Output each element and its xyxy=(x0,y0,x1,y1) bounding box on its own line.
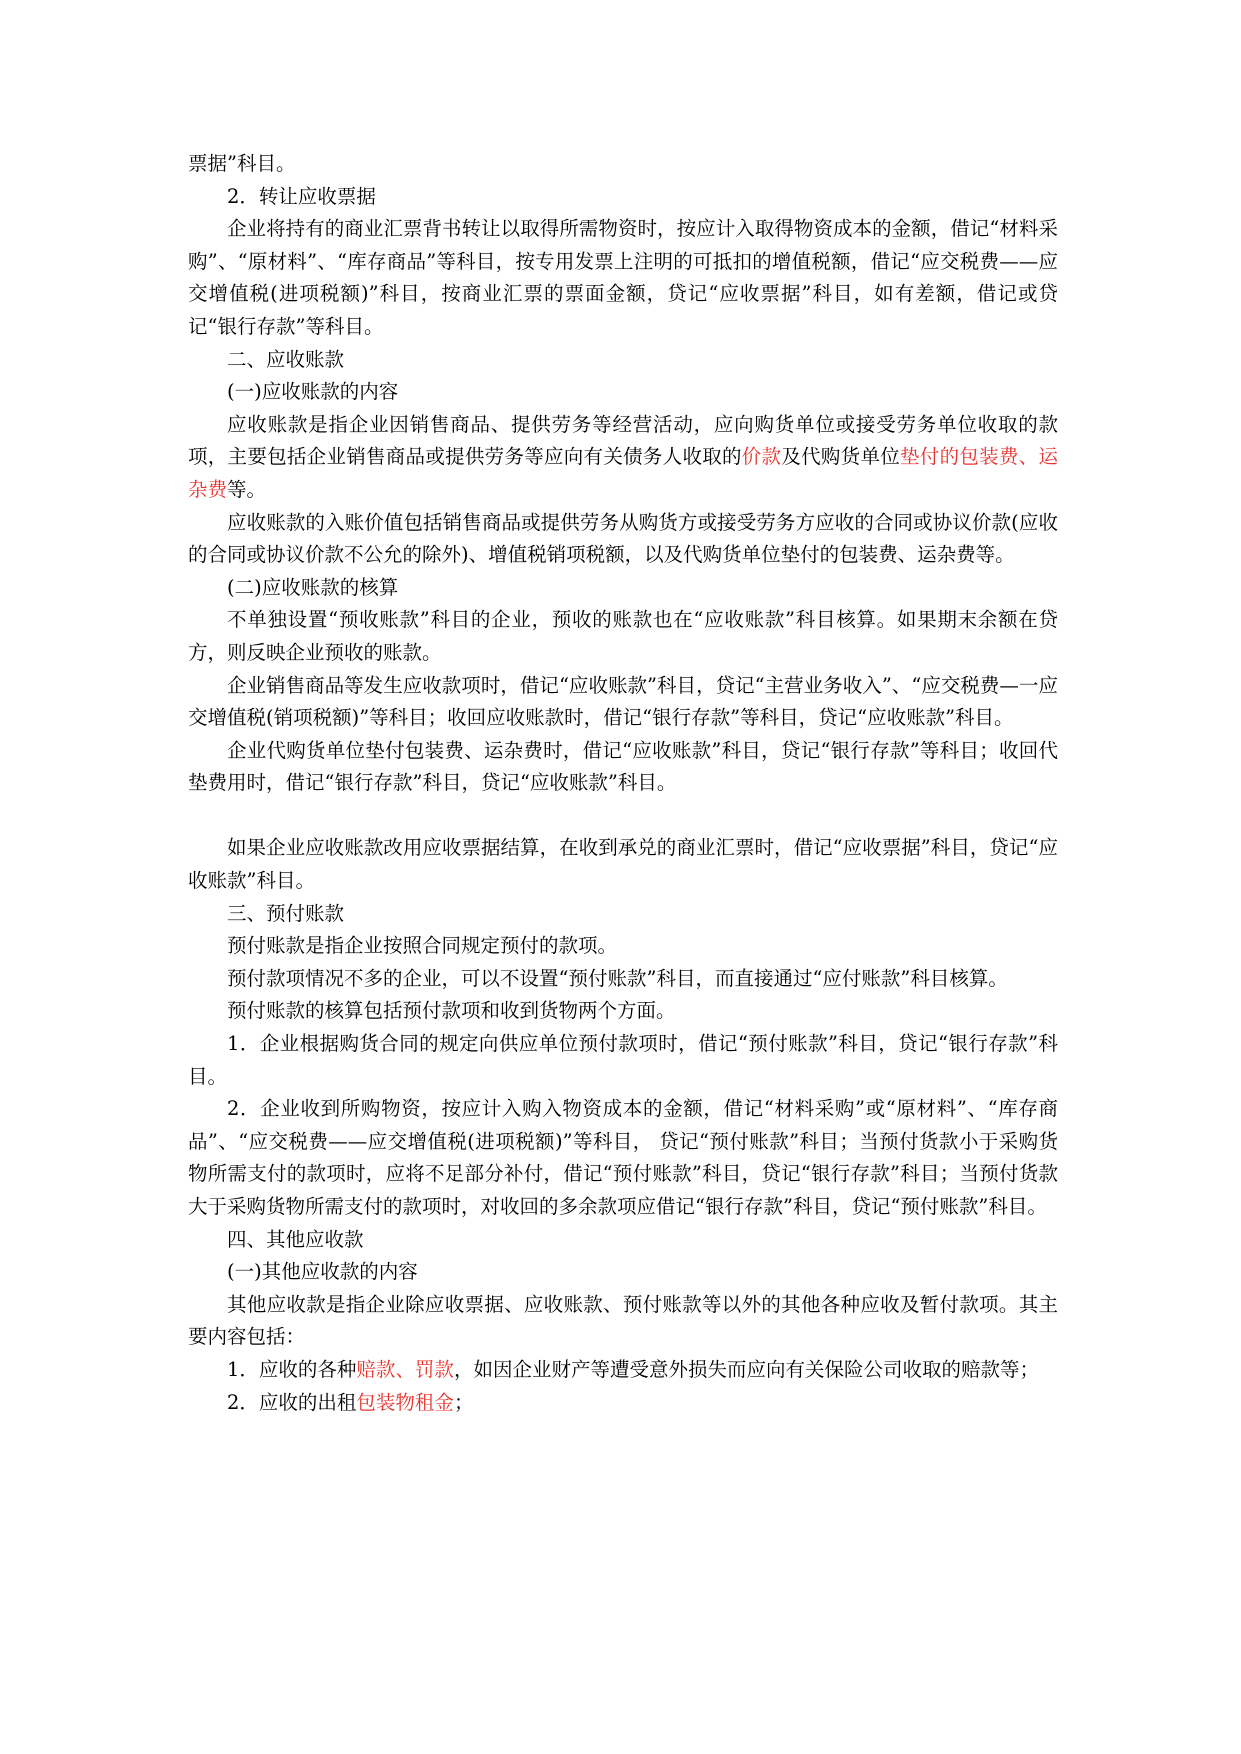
text-run: ，如因企业财产等遭受意外损失而应向有关保险公司收取的赔款等； xyxy=(453,1357,1039,1381)
subheading-ar-content: (一)应收账款的内容 xyxy=(227,380,399,404)
subheading-ar-accounting: (二)应收账款的核算 xyxy=(227,575,399,599)
paragraph-ar-sales: 企业销售商品等发生应收款项时，借记“应收账款”科目，贷记“主营业务收入”、“应交税费—一应交增值税(销项税额)”等科目；收回应收账款时，借记“银行存款”等科目，贷记“应收账款”科目。 xyxy=(188,673,1058,730)
text-run: 及代购货单位 xyxy=(781,445,901,469)
text-run: ； xyxy=(453,1390,474,1414)
document-page xyxy=(188,148,1058,1419)
paragraph-prepay-definition: 预付账款是指企业按照合同规定预付的款项。 xyxy=(227,934,618,958)
text-run: 等。 xyxy=(227,477,267,501)
list-item-compensation xyxy=(188,1354,1058,1387)
highlight-price: 价款 xyxy=(741,445,782,469)
paragraph-prepay-aspects: 预付账款的核算包括预付款项和收到货物两个方面。 xyxy=(227,999,676,1023)
paragraph-ar-advance: 不单独设置“预收账款”科目的企业，预收的账款也在“应收账款”科目核算。如果期末余额在贷方，则反映企业预收的账款。 xyxy=(188,608,1058,664)
highlight-compensation-fines: 赔款、罚款 xyxy=(356,1357,454,1381)
paragraph-ar-definition xyxy=(188,409,1058,507)
paragraph-ar-value: 应收账款的入账价值包括销售商品或提供劳务从购货方或接受劳务方应收的合同或协议价款(应收的合同或协议价款不公允的除外)、增值税销项税额，以及代购货单位垫付的包装费、运杂费等。 xyxy=(188,510,1058,567)
text-run: 应收账款是指企业因销售商品、提供劳务等经营活动，应向购货单位或接受劳务单位收取的款项，主要包括企业销售商品或提供劳务等应向有关债务人收取的 xyxy=(188,412,1058,469)
subheading-other-content: (一)其他应收款的内容 xyxy=(227,1260,418,1284)
section-heading-accounts-receivable: 二、应收账款 xyxy=(227,347,345,371)
section-heading-other-receivables: 四、其他应收款 xyxy=(227,1227,364,1251)
list-item-rent xyxy=(188,1387,1058,1420)
section-heading-prepayments: 三、预付账款 xyxy=(227,901,345,925)
paragraph-prepay-step-2: 2．企业收到所购物资，按应计入购入物资成本的金额，借记“材料采购”或“原材料”、“库存商品”、“应交税费——应交增值税(进项税额)”等科目， 贷记“预付账款”科目；当预付货款小于采购货物所需支付的款项时，应将不足部分补付，借记“预付账款”科目，贷记“银行存款”科目；当预付货款大于采购货物所需支付的款项时，对收回的多余款项应借记“银行存款”科目，贷记“预付账款”科目。 xyxy=(188,1097,1058,1218)
highlight-packaging-rent: 包装物租金 xyxy=(356,1390,454,1414)
paragraph-ar-notes: 如果企业应收账款改用应收票据结算，在收到承兑的商业汇票时，借记“应收票据”科目，贷记“应收账款”科目。 xyxy=(188,836,1058,893)
paragraph-other-definition: 其他应收款是指企业除应收票据、应收账款、预付账款等以外的其他各种应收及暂付款项。其主要内容包括： xyxy=(188,1292,1058,1349)
text-run: 2．应收的出租 xyxy=(227,1390,357,1414)
paragraph-continuation: 票据”科目。 xyxy=(188,152,296,175)
subheading-transfer-notes: 2．转让应收票据 xyxy=(227,184,376,208)
paragraph-transfer-notes: 企业将持有的商业汇票背书转让以取得所需物资时，按应计入取得物资成本的金额，借记“材料采购”、“原材料”、“库存商品”等科目，按专用发票上注明的可抵扣的增值税额，借记“应交税费——应交增值税(进项税额)”科目，按商业汇票的票面金额，贷记“应收票据”科目，如有差额，借记或贷记“银行存款”等科目。 xyxy=(188,217,1058,338)
paragraph-prepay-few: 预付款项情况不多的企业，可以不设置“预付账款”科目，而直接通过“应付账款”科目核算。 xyxy=(227,966,1008,990)
paragraph-ar-packaging: 企业代购货单位垫付包装费、运杂费时，借记“应收账款”科目，贷记“银行存款”等科目；收回代垫费用时，借记“银行存款”科目，贷记“应收账款”科目。 xyxy=(188,738,1058,795)
paragraph-prepay-step-1: 1．企业根据购货合同的规定向供应单位预付款项时，借记“预付账款”科目，贷记“银行存款”科目。 xyxy=(188,1032,1058,1088)
text-run: 1．应收的各种 xyxy=(227,1357,357,1381)
blank-line xyxy=(188,800,1058,833)
highlight-packaging-fees: 垫付的包装费、运杂费 xyxy=(188,445,1058,501)
